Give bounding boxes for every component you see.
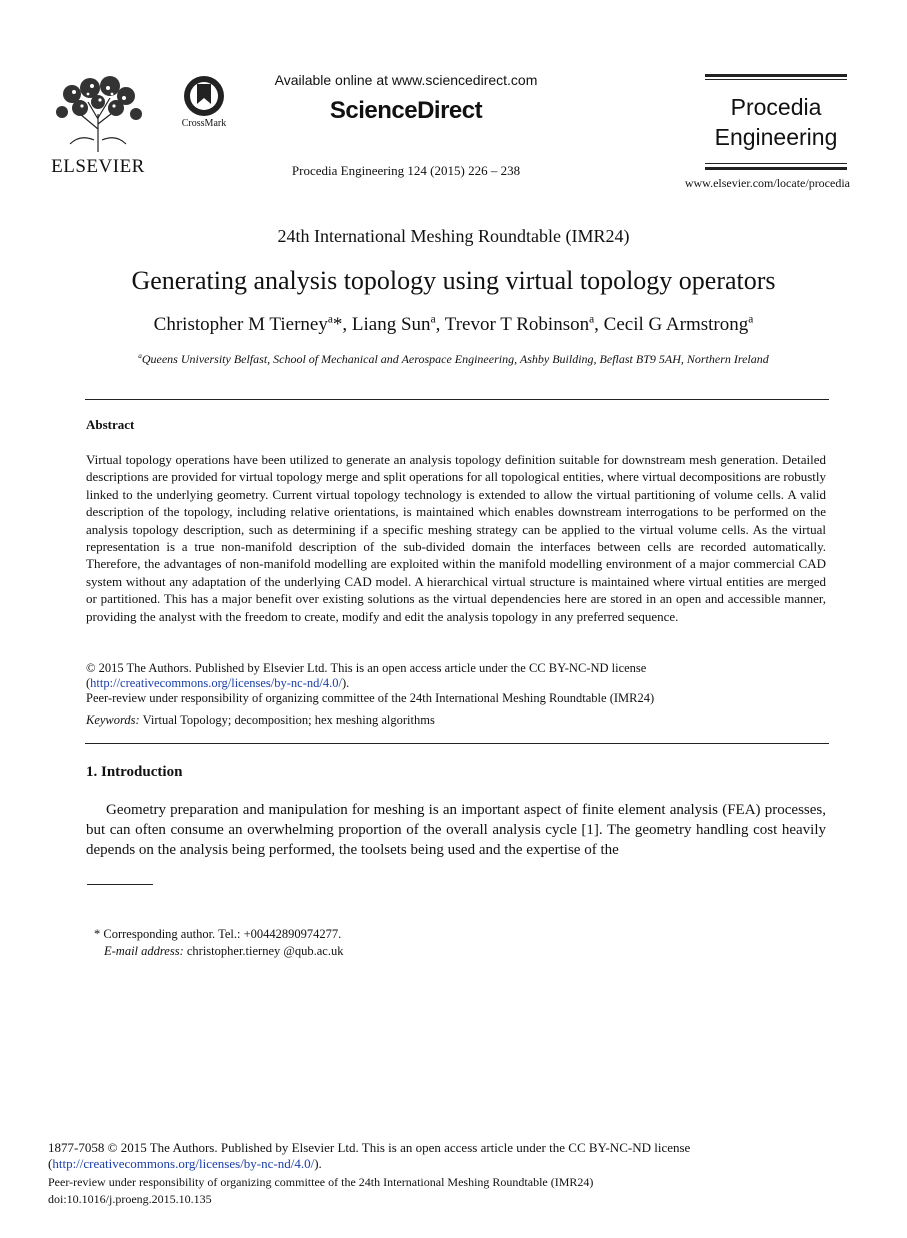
license-link[interactable]: http://creativecommons.org/licenses/by-nc-nd/4.0/ [90, 676, 342, 690]
section-heading-introduction: 1. Introduction [86, 764, 183, 780]
journal-bottom-rule-thick [705, 167, 847, 170]
crossmark-label: CrossMark [181, 118, 227, 129]
available-online[interactable]: Available online at www.sciencedirect.com [274, 72, 538, 88]
journal-top-rule-thin [705, 79, 847, 80]
crossmark-badge[interactable] [176, 74, 232, 134]
affiliation: $^a$Queens University Belfast, School of Mechanical and Aerospace Engineering, Ashby Building, Beflast BT9 5AH, Northern Ireland [138, 352, 769, 366]
journal-name-line1: Procedia [730, 94, 822, 120]
peer-review-statement: Peer-review under responsibility of organizing committee of the 24th International Meshing Roundtable (IMR24) [86, 691, 655, 705]
email-address[interactable]: christopher.tierney @qub.ac.uk [183, 944, 344, 958]
journal-citation: Procedia Engineering 124 (2015) 226 – 238 [291, 163, 521, 178]
sciencedirect-title[interactable]: ScienceDirect [329, 97, 483, 124]
elsevier-tree-icon [50, 74, 146, 154]
elsevier-wordmark: ELSEVIER [51, 156, 145, 177]
author-1: Christopher M Tierney$^a$*, [153, 313, 352, 335]
footnote-rule [87, 884, 153, 885]
corresponding-footnote: * Corresponding author. Tel.: +00442890974277. E-mail address: christopher.tierney @qub.ac.uk [94, 927, 344, 958]
keywords [86, 713, 826, 728]
author-4: Cecil G Armstrong$^a$ [603, 313, 754, 335]
footer-license-link[interactable]: http://creativecommons.org/licenses/by-nc-nd/4.0/ [52, 1156, 315, 1171]
author-list [0, 314, 907, 336]
abstract-bottom-rule [85, 743, 829, 744]
abstract-top-rule [85, 399, 829, 400]
keywords-label: Keywords: [86, 713, 140, 727]
journal-name-line2: Engineering [714, 124, 838, 150]
footer-doi[interactable]: doi:10.1016/j.proeng.2015.10.135 [48, 1192, 212, 1206]
paper-title: Generating analysis topology using virtual topology operators [131, 266, 776, 295]
elsevier-logo [50, 74, 146, 178]
crossmark-icon [176, 74, 232, 120]
journal-url[interactable]: www.elsevier.com/locate/procedia [684, 176, 850, 190]
abstract-text: Virtual topology operations have been utilized to generate an analysis topology definition suitable for downstream mesh generation. Detailed descriptions are provided for virtual topology merge and split operations for all topological entities, where virtual decompositions are robustly linked to the underlying geometry. Current virtual topology technology is extended to allow the virtual partitioning of volume cells. A valid description of the topology, including relative orientations, is maintained which enables downstream interrogations to be performed on the analysis topology description, such as determining if a specific meshing strategy can be applied to the virtual volume cells. As the virtual representation is a true non-manifold description of the sub-divided domain the interfaces between cells are recorded automatically. Therefore, the advantages of non-manifold modelling are exploited within the manifold modelling environment of a major commercial CAD system without any adaptation of the underlying CAD model. A hierarchical virtual structure is maintained where virtual entities are merged or partitioned. This has a major benefit over existing solutions as the virtual dependencies here are stored in an open and accessible manner, providing the analyst with the freedom to create, modify and edit the analysis topology in any preferred sequence. [86, 452, 826, 624]
journal-top-rule-thick [705, 74, 847, 77]
keywords-text: Virtual Topology; decomposition; hex meshing algorithms [139, 713, 435, 727]
journal-bottom-rule-thin [705, 163, 847, 164]
conference-name: 24th International Meshing Roundtable (IMR24) [277, 226, 630, 246]
email-label: E-mail address: [104, 944, 184, 958]
footer-peer-review: Peer-review under responsibility of organizing committee of the 24th International Meshing Roundtable (IMR24) [48, 1175, 594, 1189]
introduction-paragraph: Geometry preparation and manipulation for meshing is an important aspect of finite element analysis (FEA) processes, but can often consume an overwhelming proportion of the overall analysis cycle [1]. The geometry handling cost heavily depends on the analysis being performed, the toolsets being used and the expertise of the [86, 802, 826, 858]
author-2: Liang Sun$^a$, [351, 313, 445, 335]
abstract-heading: Abstract [86, 417, 135, 432]
author-3: Trevor T Robinson$^a$, [444, 313, 604, 335]
license-statement: © 2015 The Authors. Published by Elsevier Ltd. This is an open access article under the CC BY-NC-ND license (http://creativecommons.org/licenses/by-nc-nd/4.0/). Peer-review under responsibility of organizing committee of the 24th International Meshing Roundtable (IMR24) [86, 661, 826, 706]
footer-license: 1877-7058 © 2015 The Authors. Published by Elsevier Ltd. This is an open access article under the CC BY-NC-ND license (http://creativecommons.org/licenses/by-nc-nd/4.0/). [48, 1140, 691, 1171]
